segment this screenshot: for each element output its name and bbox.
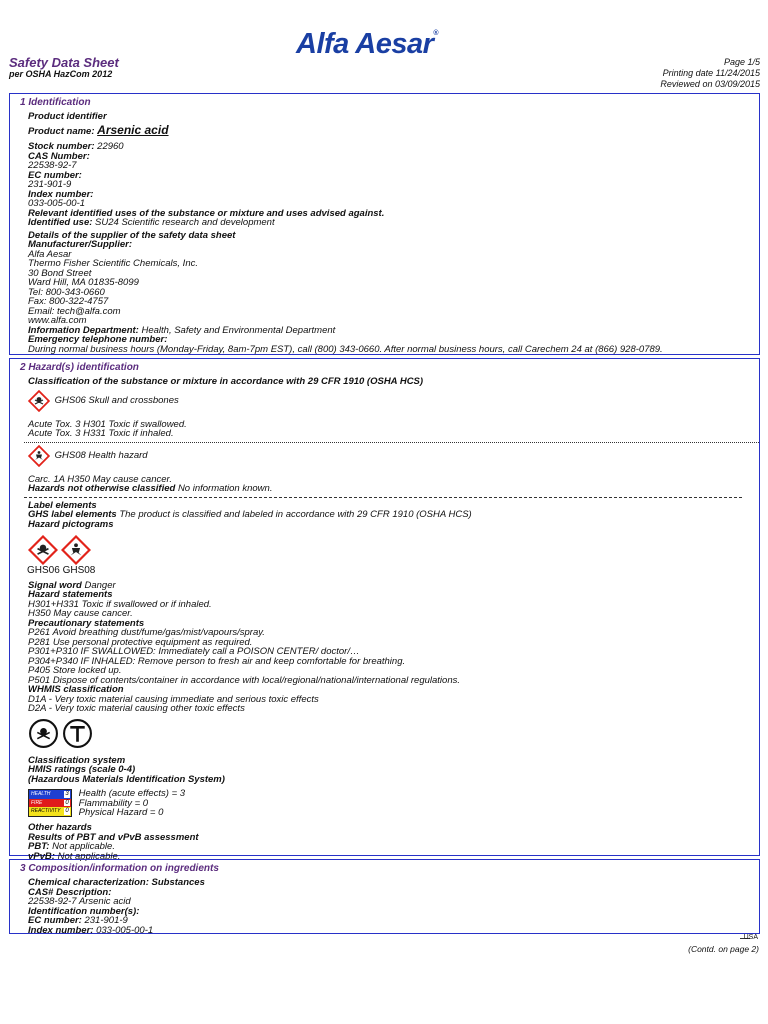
precautionary-statement: P304+P340 IF INHALED: Remove person to fresh air and keep comfortable for breathing. (28, 655, 406, 667)
hazard-statement: H301+H331 Toxic if swallowed or if inhaled. (28, 598, 212, 610)
divider (24, 442, 759, 443)
pictogram-caption: GHS06 GHS08 (27, 565, 96, 576)
precautionary-statement: P281 Use personal protective equipment as required. (28, 636, 253, 648)
skull-crossbones-icon (28, 390, 50, 412)
precautionary-statement: P405 Store locked up. (28, 665, 122, 676)
cas-value: 22538-92-7 (28, 160, 77, 171)
health-hazard-icon (28, 445, 50, 467)
pbt: PBT: Not applicable. (28, 841, 115, 852)
stock-number: Stock number: 22960 (28, 141, 124, 152)
section-title: 2 Hazard(s) identification (20, 362, 139, 373)
precautionary-statement: P501 Dispose of contents/container in accordance with local/regional/national/international regulations. (28, 674, 460, 686)
whmis-poison-icon (28, 718, 59, 749)
telephone: Tel: 800-343-0660 (28, 286, 105, 298)
whmis-item: D2A - Very toxic material causing other toxic effects (28, 703, 245, 714)
index-number: Index number: 033-005-00-1 (28, 924, 154, 936)
section-hazards (9, 358, 760, 862)
ghs-label-elements: GHS label elements The product is classified and labeled in accordance with 29 CFR 1910 (OSHA HCS) (28, 509, 472, 520)
printing-date: Printing date 11/24/2015 (662, 68, 760, 78)
precautionary-heading: Precautionary statements (28, 617, 145, 629)
pbt-heading: Results of PBT and vPvB assessment (28, 831, 199, 843)
cas-description: 22538-92-7 Arsenic acid (28, 896, 131, 907)
supplier-heading: Details of the supplier of the safety data sheet (28, 229, 236, 241)
manufacturer-label: Manufacturer/Supplier: (28, 239, 132, 250)
signal-word: Signal word Danger (28, 579, 116, 591)
divider (24, 497, 742, 498)
hmis-ratings: HMIS ratings (scale 0-4) (28, 764, 136, 775)
cas-description-label: CAS# Description: (28, 886, 112, 898)
email[interactable]: Email: tech@alfa.com (28, 305, 121, 317)
index-label: Index number: (28, 188, 94, 200)
address-line: Alfa Aesar (28, 248, 72, 260)
ec-label: EC number: (28, 169, 82, 181)
hmis-flammability: Flammability = 0 (78, 797, 149, 809)
carcinogenicity: Carc. 1A H350 May cause cancer. (28, 473, 172, 485)
website[interactable]: www.alfa.com (28, 315, 87, 326)
hmis-full: (Hazardous Materials Identification System) (28, 773, 225, 785)
emergency-text: During normal business hours (Monday-Friday, 8am-7pm EST), call (800) 343-0660. After normal business hours, call Carechem 24 at (866) 928-0789. (28, 343, 663, 355)
identified-use: Identified use: SU24 Scientific research and development (28, 217, 275, 228)
whmis-symbols (28, 718, 759, 750)
address-line: Ward Hill, MA 01835-8099 (28, 277, 139, 288)
vpvb: vPvB: Not applicable. (28, 850, 121, 862)
identification-numbers-heading: Identification number(s): (28, 905, 140, 917)
skull-crossbones-icon (28, 535, 58, 565)
section-composition (9, 859, 760, 934)
health-hazard-icon (61, 535, 91, 565)
section-title: 3 Composition/information on ingredients (20, 863, 219, 874)
hazard-statement: H350 May cause cancer. (28, 608, 133, 619)
hazard-statements-heading: Hazard statements (28, 589, 113, 600)
whmis-heading: WHMIS classification (28, 684, 124, 695)
document-subtitle: per OSHA HazCom 2012 (9, 69, 113, 79)
ec-number: EC number: 231-901-9 (28, 915, 128, 926)
footer-country: USA (743, 934, 758, 941)
uses-heading: Relevant identified uses of the substance or mixture and uses advised against. (28, 207, 385, 219)
address-line: 30 Bond Street (28, 267, 92, 279)
hmis-label (28, 789, 72, 817)
information-department: Information Department: Health, Safety and Environmental Department (28, 324, 336, 336)
acute-tox-oral: Acute Tox. 3 H301 Toxic if swallowed. (28, 418, 187, 430)
product-name-line: Product name: Arsenic acid (28, 122, 169, 137)
section-title: 1 Identification (20, 97, 91, 108)
hmis-health: Health (acute effects) = 3 (78, 788, 186, 799)
product-name: Arsenic acid (97, 122, 169, 137)
section-identification (9, 93, 760, 355)
hmis-fire-bar: FIRE 0 (29, 799, 71, 808)
acute-tox-inhal: Acute Tox. 3 H331 Toxic if inhaled. (28, 428, 174, 439)
product-identifier-heading: Product identifier (28, 111, 107, 122)
ghs06-label: GHS06 Skull and crossbones (54, 394, 179, 406)
classification-heading: Classification of the substance or mixture in accordance with 29 CFR 1910 (OSHA HCS) (28, 376, 424, 387)
ec-value: 231-901-9 (28, 179, 72, 190)
hmis-physical: Physical Hazard = 0 (78, 807, 164, 818)
index-value: 033-005-00-1 (28, 198, 86, 209)
precautionary-statement: P261 Avoid breathing dust/fume/gas/mist/vapours/spray. (28, 627, 265, 638)
label-elements-heading: Label elements (28, 499, 97, 511)
hmis-health-bar: HEALTH 3 (29, 790, 71, 799)
pictograms (28, 535, 759, 565)
hmis-reactivity-bar: REACTIVITY 0 (29, 807, 71, 816)
other-hazards-heading: Other hazards (28, 822, 92, 833)
reviewed-date: Reviewed on 03/09/2015 (660, 79, 760, 89)
emergency-label: Emergency telephone number: (28, 334, 168, 345)
alfa-aesar-logo: Alfa Aesar® (296, 28, 439, 60)
footer-continued: (Contd. on page 2) (688, 944, 759, 954)
classification-system: Classification system (28, 754, 126, 766)
document-title: Safety Data Sheet (9, 55, 119, 70)
ghs08-label: GHS08 Health hazard (54, 449, 148, 461)
hnoc: Hazards not otherwise classified No information known. (28, 483, 273, 494)
whmis-item: D1A - Very toxic material causing immediate and serious toxic effects (28, 693, 319, 705)
ghs08-row (28, 445, 759, 469)
precautionary-statement: P301+P310 IF SWALLOWED: Immediately call a POISON CENTER/ doctor/… (28, 646, 360, 657)
address-line: Thermo Fisher Scientific Chemicals, Inc. (28, 258, 198, 269)
hmis-block (28, 789, 759, 817)
header-meta (660, 57, 760, 90)
whmis-toxic-t-icon (62, 718, 93, 749)
fax: Fax: 800-322-4757 (28, 296, 109, 307)
pictograms-heading: Hazard pictograms (28, 518, 114, 530)
cas-label: CAS Number: (28, 150, 90, 162)
ghs06-row (28, 390, 759, 414)
characterization-heading: Chemical characterization: Substances (28, 877, 205, 888)
page-number: Page 1/5 (723, 57, 760, 67)
